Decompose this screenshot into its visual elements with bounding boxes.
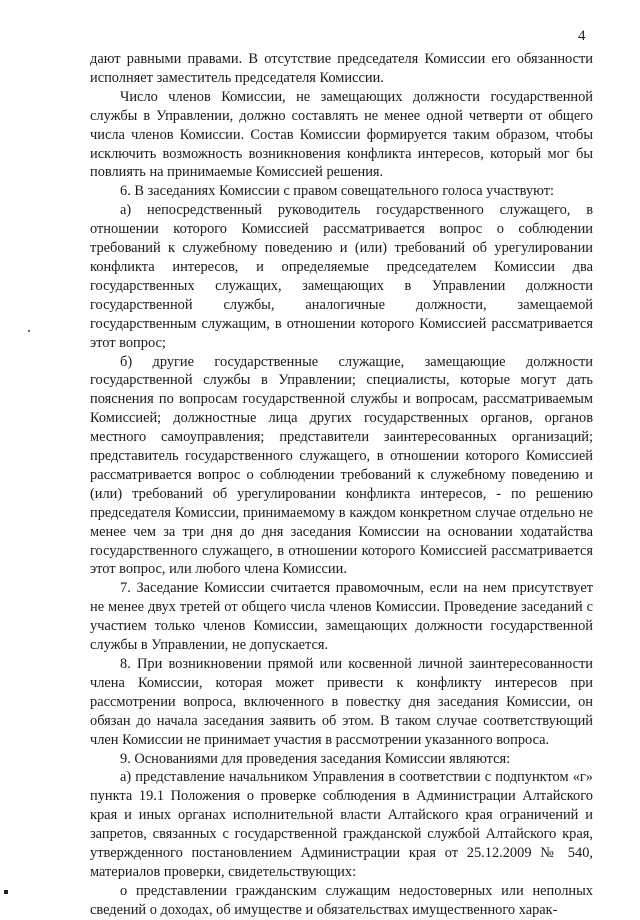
page-number: 4 (578, 28, 586, 44)
document-body (90, 50, 593, 920)
paragraph-item-7: 7. Заседание Комиссии считается правомочным, если на нем присутствует не менее двух третей от общего числа членов Комиссии. Проведение заседаний с участием только членов Комиссии, замещающих должности государственной службы в Управлении, не допускается. (90, 580, 593, 654)
scan-mark (4, 890, 8, 894)
paragraph-commission-composition: Число членов Комиссии, не замещающих должности государственной службы в Управлении, должно составлять не менее одной четверти от общего числа членов Комиссии. Состав Комиссии формируется таким образом, чтобы исключить возможность возникновения конфликта интересов, который мог бы повлиять на принимаемые Комиссией решения. (90, 88, 593, 181)
paragraph-item-9a-sub: о представлении гражданским служащим недостоверных или неполных сведений о доходах, об имуществе и обязательствах имущественного харак- (90, 882, 593, 918)
paragraph-item-9a: а) представление начальником Управления в соответствии с подпунктом «г» пункта 19.1 Положения о проверке соблюдения в Администрации Алтайского края и иных органах исполнительной власти Алтайского края ограничений и запретов, связанных с государственной гражданской службой Алтайского края, утвержденного постановлением Администрации края от 25.12.2009 № 540, материалов проверки, свидетельствующих: (90, 769, 593, 880)
paragraph-item-8: 8. При возникновении прямой или косвенной личной заинтересованности члена Комиссии, которая может привести к конфликту интересов при рассмотрении вопроса, включенного в повестку дня заседания Комиссии, он обязан до начала заседания заявить об этом. В таком случае соответствующий член Комиссии не принимает участия в рассмотрении указанного вопроса. (90, 656, 593, 748)
paragraph-continuation: дают равными правами. В отсутствие председателя Комиссии его обязанности исполняет заместитель председателя Комиссии. (90, 51, 593, 86)
paragraph-item-9: 9. Основаниями для проведения заседания Комиссии являются: (120, 750, 511, 767)
margin-dot (28, 330, 30, 332)
paragraph-item-6: 6. В заседаниях Комиссии с правом совещательного голоса участвуют: (120, 183, 555, 200)
paragraph-item-6b: б) другие государственные служащие, замещающие должности государственной службы в Управлении; специалисты, которые могут дать пояснения по вопросам государственной службы и вопросам, рассматриваемым Комиссией; должностные лица других государственных органов, органов местного самоуправления; представители заинтересованных организаций; представитель государственного служащего, в отношении которого Комиссией рассматривается вопрос о соблюдении требований к служебному поведению и (или) требований об урегулировании конфликта интересов, - по решению председателя Комиссии, принимаемому в каждом конкретном случае отдельно не менее чем за три дня до дня заседания Комиссии на основании ходатайства государственного служащего, в отношении которого Комиссией рассматривается этот вопрос, или любого члена Комиссии. (90, 353, 593, 578)
paragraph-item-6a: а) непосредственный руководитель государственного служащего, в отношении которого Комиссией рассматривается вопрос о соблюдении требований к служебному поведению и (или) требований об урегулировании конфликта интересов, и определяемые председателем Комиссии два государственных служащих, замещающих в Управлении должности государственной службы, аналогичные должности, замещаемой государственным служащим, в отношении которого Комиссией рассматривается этот вопрос; (90, 202, 593, 351)
